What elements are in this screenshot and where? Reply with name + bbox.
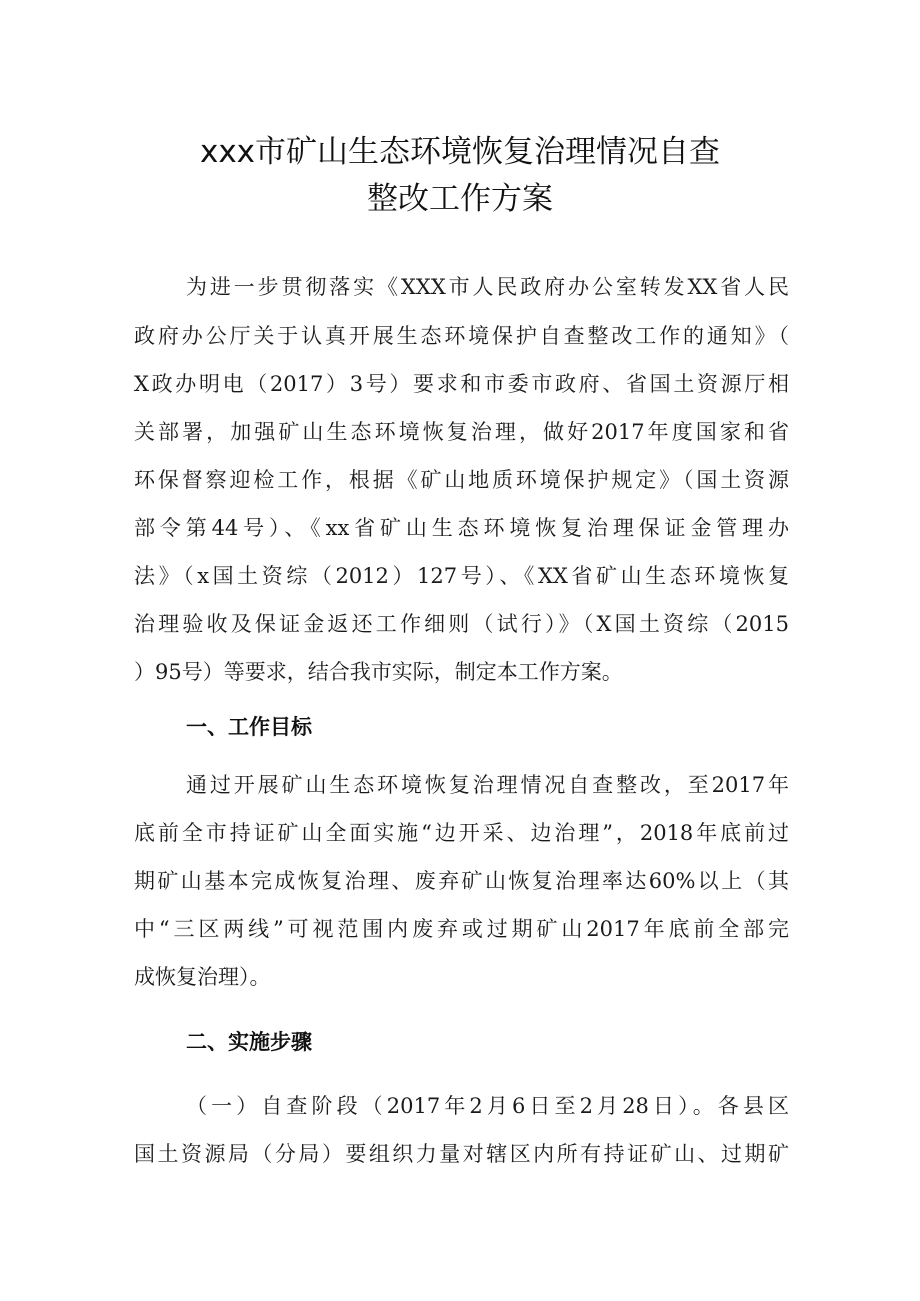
intro-line: X政办明电（2017）3号）要求和市委市政府、省国土资源厅相 (134, 372, 789, 396)
intro-line: 关部署，加强矿山生态环境恢复治理，做好2017年度国家和省 (134, 420, 789, 444)
section1-line: 通过开展矿山生态环境恢复治理情况自查整改，至2017年 (186, 773, 789, 797)
intro-line: ）95号）等要求，结合我市实际，制定本工作方案。 (134, 660, 623, 684)
section2-line: （一）自查阶段（2017年2月6日至2月28日）。各县区 (186, 1094, 789, 1118)
section2-line: 国土资源局（分局）要组织力量对辖区内所有持证矿山、过期矿 (134, 1142, 789, 1166)
section-heading-steps: 二、实施步骤 (186, 1030, 312, 1054)
document-title-line-2: 整改工作方案 (367, 181, 553, 217)
intro-line: 环保督察迎检工作，根据《矿山地质环境保护规定》（国土资源 (134, 468, 789, 492)
intro-line: 为进一步贯彻落实《XXX市人民政府办公室转发XX省人民 (186, 275, 789, 299)
section-heading-goals: 一、工作目标 (186, 715, 312, 739)
document-title-line-1: xxx市矿山生态环境恢复治理情况自查 (199, 134, 721, 170)
intro-line: 治理验收及保证金返还工作细则（试行）》（X国土资综（2015 (134, 612, 789, 636)
section1-line: 底前全市持证矿山全面实施“边开采、边治理”，2018年底前过 (134, 821, 789, 845)
section1-line: 中“三区两线”可视范围内废弃或过期矿山2017年底前全部完 (134, 917, 789, 941)
section1-line: 成恢复治理）。 (134, 965, 271, 989)
intro-line: 政府办公厅关于认真开展生态环境保护自查整改工作的通知》（ (134, 324, 789, 348)
section1-line: 期矿山基本完成恢复治理、废弃矿山恢复治理率达60%以上（其 (134, 869, 789, 893)
intro-line: 法》（x国土资综（2012）127号）、《XX省矿山生态环境恢复 (134, 564, 789, 588)
intro-line: 部令第44号）、《xx省矿山生态环境恢复治理保证金管理办 (134, 516, 789, 540)
